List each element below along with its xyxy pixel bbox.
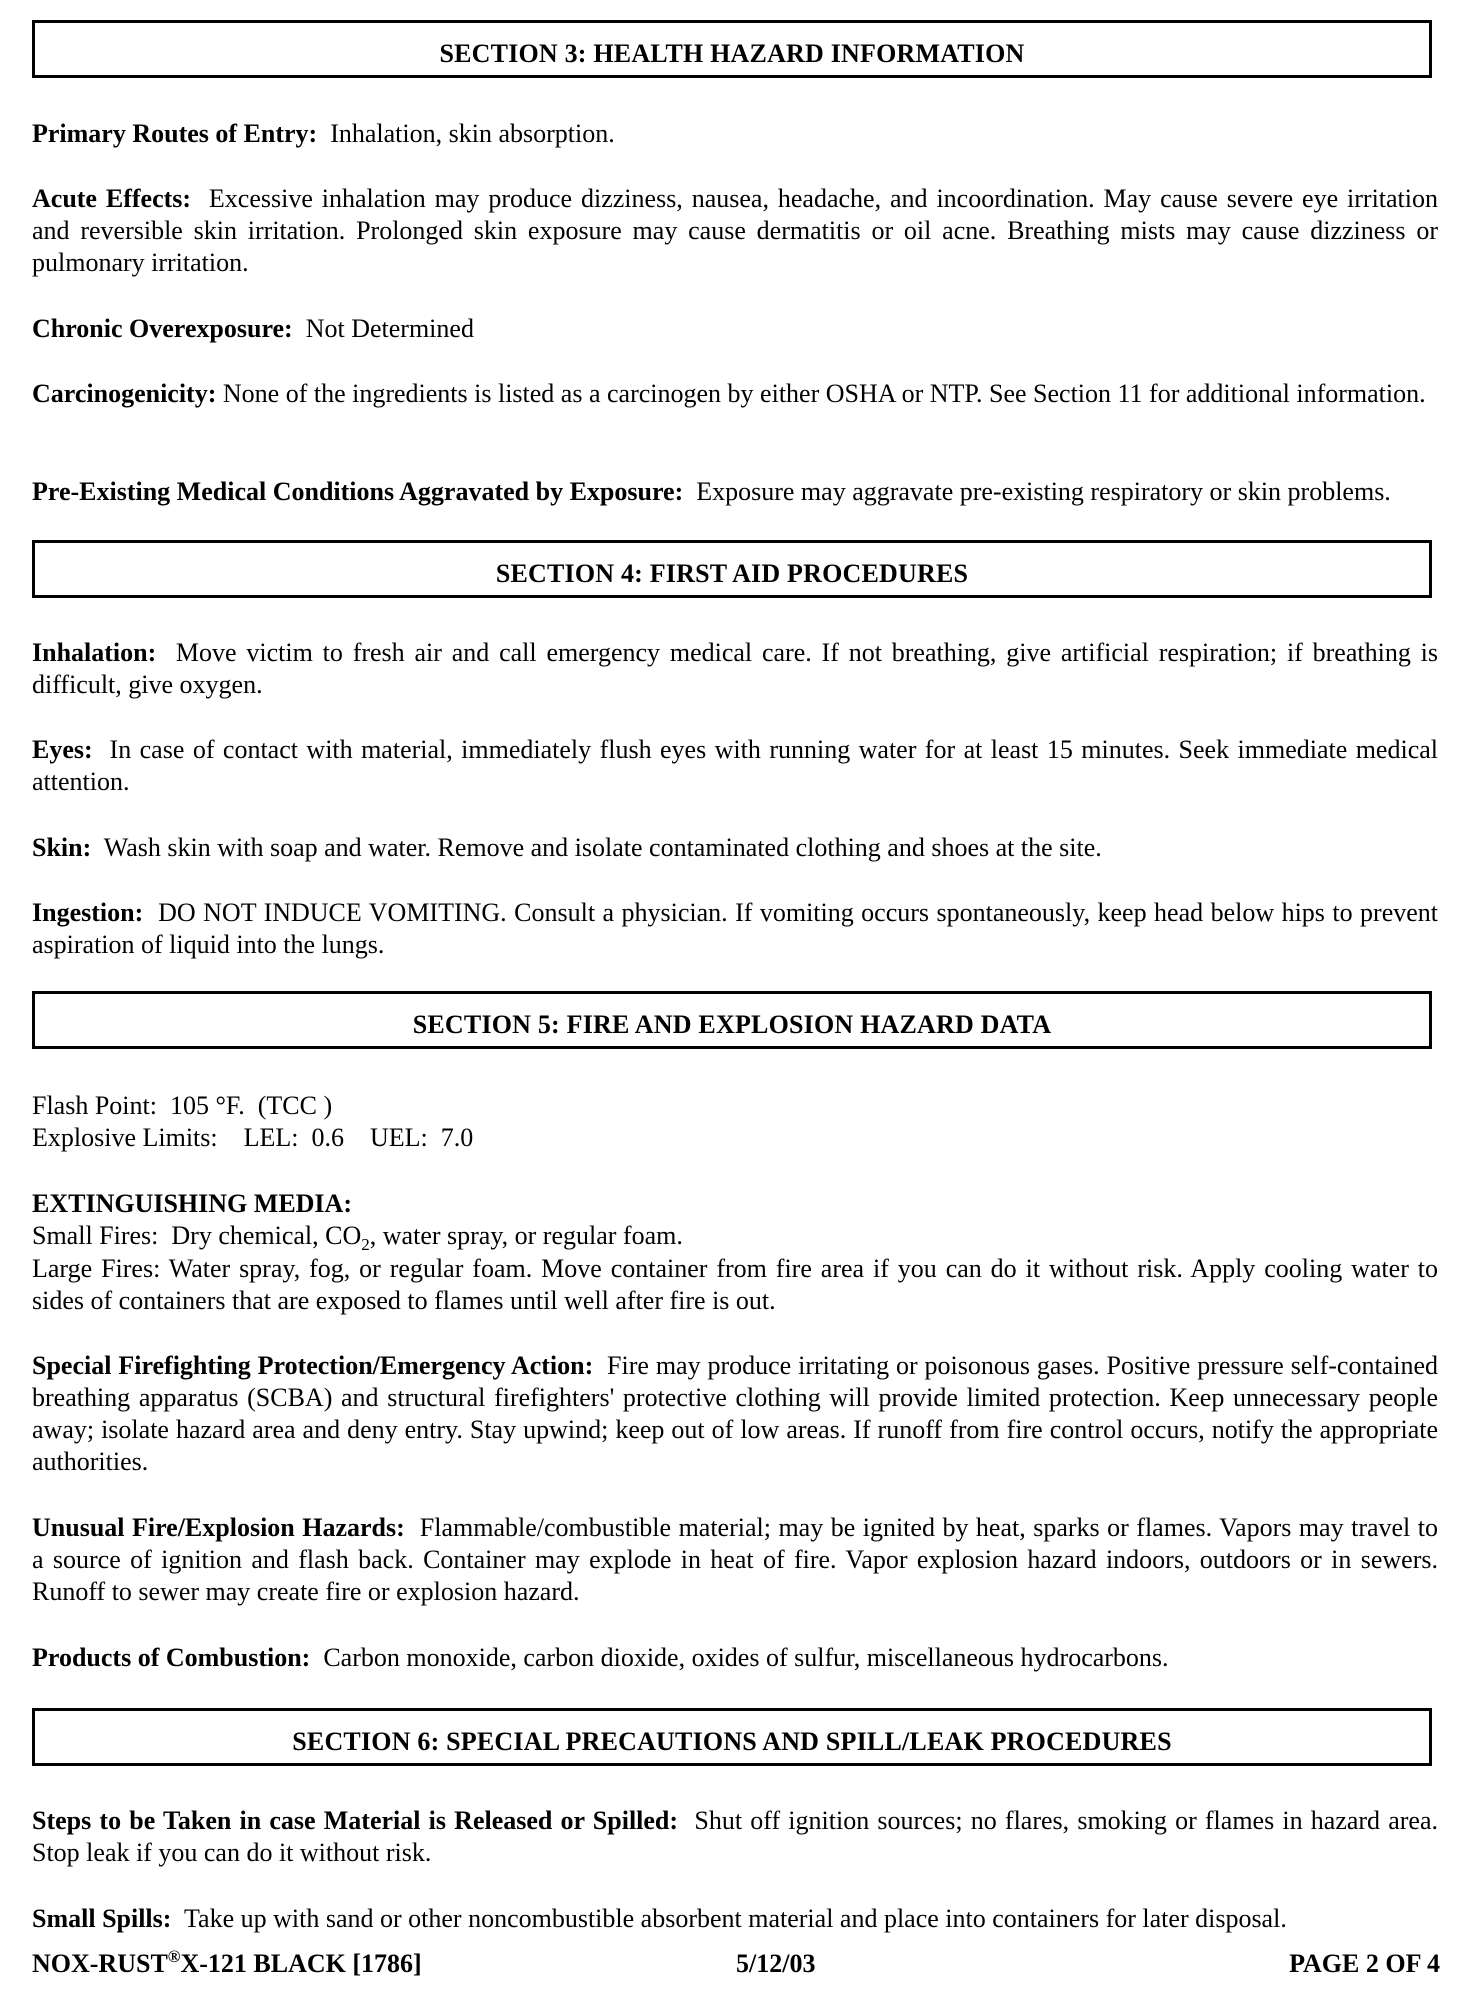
routes-text: Inhalation, skin absorption. bbox=[330, 119, 615, 148]
acute-effects bbox=[32, 183, 1438, 279]
explosive-limits bbox=[32, 1122, 473, 1154]
routes-of-entry bbox=[32, 118, 1438, 150]
co2-subscript: 2 bbox=[361, 1235, 370, 1254]
steps-text: Shut off ignition sources; no flares, smoking or flames in hazard area. Stop leak if you can do it without risk. bbox=[32, 1806, 1439, 1867]
preexisting-text: Exposure may aggravate pre-existing respiratory or skin problems. bbox=[696, 477, 1391, 506]
chronic-text: Not Determined bbox=[305, 314, 474, 343]
eyes-label: Eyes: bbox=[32, 735, 93, 764]
steps-label: Steps to be Taken in case Material is Released or Spilled: bbox=[32, 1806, 679, 1835]
extinguishing-heading: EXTINGUISHING MEDIA: bbox=[32, 1189, 352, 1218]
small-fires-prefix: Small Fires: Dry chemical, CO bbox=[32, 1221, 362, 1250]
lel-value: LEL: 0.6 bbox=[243, 1123, 344, 1152]
small-fires-suffix: , water spray, or regular foam. bbox=[369, 1221, 683, 1250]
eyes bbox=[32, 734, 1438, 798]
acute-text: Excessive inhalation may produce dizziness, nausea, headache, and incoordination. May cause severe eye irritation and reversible skin irritation. Prolonged skin exposure may cause dermatitis or oil acne. Breathing mists may cause dizziness or pulmonary irritation. bbox=[32, 184, 1439, 277]
unusual-text: Flammable/combustible material; may be ignited by heat, sparks or flames. Vapors may travel to a source of ignition and flash back. Container may explode in heat of fire. Vapor explosion hazard indoors, outdoors or in sewers. Runoff to sewer may create fire or explosion hazard. bbox=[32, 1513, 1438, 1606]
section-4-title: SECTION 4: FIRST AID PROCEDURES bbox=[495, 559, 969, 588]
registered-mark: ® bbox=[167, 1947, 181, 1966]
inhalation-label: Inhalation: bbox=[32, 638, 157, 667]
skin-label: Skin: bbox=[32, 833, 92, 862]
explosive-label: Explosive Limits: bbox=[32, 1123, 218, 1152]
unusual-hazards bbox=[32, 1512, 1438, 1608]
acute-label: Acute Effects: bbox=[32, 184, 192, 213]
carc-label: Carcinogenicity: bbox=[32, 379, 217, 408]
carc-text: None of the ingredients is listed as a carcinogen by either OSHA or NTP. See Section 11 for additional information. bbox=[222, 379, 1426, 408]
special-text: Fire may produce irritating or poisonous gases. Positive pressure self-contained breathing apparatus (SCBA) and structural firefighters' protective clothing will provide limited protection. Keep unnecessary people away; isolate hazard area and deny entry. Stay upwind; keep out of low areas. If runoff from fire control occurs, notify the appropriate authorities. bbox=[32, 1351, 1439, 1476]
product-suffix: X-121 BLACK [1786] bbox=[180, 1949, 422, 1978]
large-fires: Large Fires: Water spray, fog, or regular foam. Move container from fire area if you can do it without risk. Apply cooling water to sides of containers that are exposed to flames until well after fire is out. bbox=[32, 1254, 1438, 1315]
product-prefix: NOX-RUST bbox=[32, 1949, 168, 1978]
small-fires bbox=[32, 1220, 683, 1252]
ingestion-label: Ingestion: bbox=[32, 898, 144, 927]
section-6-title: SECTION 6: SPECIAL PRECAUTIONS AND SPILL/LEAK PROCEDURES bbox=[292, 1727, 1172, 1756]
inhalation bbox=[32, 637, 1438, 701]
special-firefighting bbox=[32, 1350, 1438, 1478]
ingestion-text: DO NOT INDUCE VOMITING. Consult a physician. If vomiting occurs spontaneously, keep head below hips to prevent aspiration of liquid into the lungs. bbox=[32, 898, 1438, 959]
steps-if-released bbox=[32, 1805, 1438, 1869]
section-3-title: SECTION 3: HEALTH HAZARD INFORMATION bbox=[439, 39, 1025, 68]
section-6-header bbox=[32, 1708, 1432, 1766]
skin-text: Wash skin with soap and water. Remove and isolate contaminated clothing and shoes at the site. bbox=[103, 833, 1102, 862]
chronic-label: Chronic Overexposure: bbox=[32, 314, 293, 343]
small-spills-label: Small Spills: bbox=[32, 1904, 172, 1933]
small-spills-text: Take up with sand or other noncombustible absorbent material and place into containers for later disposal. bbox=[183, 1904, 1287, 1933]
chronic-overexposure bbox=[32, 313, 1438, 345]
inhalation-text: Move victim to fresh air and call emergency medical care. If not breathing, give artificial respiration; if breathing is difficult, give oxygen. bbox=[32, 638, 1438, 699]
routes-label: Primary Routes of Entry: bbox=[32, 119, 318, 148]
products-label: Products of Combustion: bbox=[32, 1643, 311, 1672]
footer-page-number: PAGE 2 OF 4 bbox=[1289, 1949, 1440, 1978]
section-4-header bbox=[32, 540, 1432, 598]
ingestion bbox=[32, 897, 1438, 961]
section-5-header bbox=[32, 991, 1432, 1049]
unusual-label: Unusual Fire/Explosion Hazards: bbox=[32, 1513, 405, 1542]
flash-point: Flash Point: 105 °F. (TCC ) bbox=[32, 1091, 333, 1120]
pre-existing-conditions bbox=[32, 476, 1438, 508]
products-text: Carbon monoxide, carbon dioxide, oxides of sulfur, miscellaneous hydrocarbons. bbox=[323, 1643, 1169, 1672]
section-5-title: SECTION 5: FIRE AND EXPLOSION HAZARD DATA bbox=[412, 1010, 1052, 1039]
section-3-header bbox=[32, 20, 1432, 78]
products-of-combustion bbox=[32, 1642, 1438, 1674]
preexisting-label: Pre-Existing Medical Conditions Aggravated by Exposure: bbox=[32, 477, 684, 506]
small-spills bbox=[32, 1903, 1438, 1935]
footer-date: 5/12/03 bbox=[736, 1949, 816, 1978]
eyes-text: In case of contact with material, immediately flush eyes with running water for at least 15 minutes. Seek immediate medical attention. bbox=[32, 735, 1438, 796]
skin bbox=[32, 832, 1438, 864]
special-label: Special Firefighting Protection/Emergency Action: bbox=[32, 1351, 594, 1380]
carcinogenicity bbox=[32, 378, 1438, 410]
footer-product bbox=[32, 1948, 422, 1980]
uel-value: UEL: 7.0 bbox=[369, 1123, 474, 1152]
